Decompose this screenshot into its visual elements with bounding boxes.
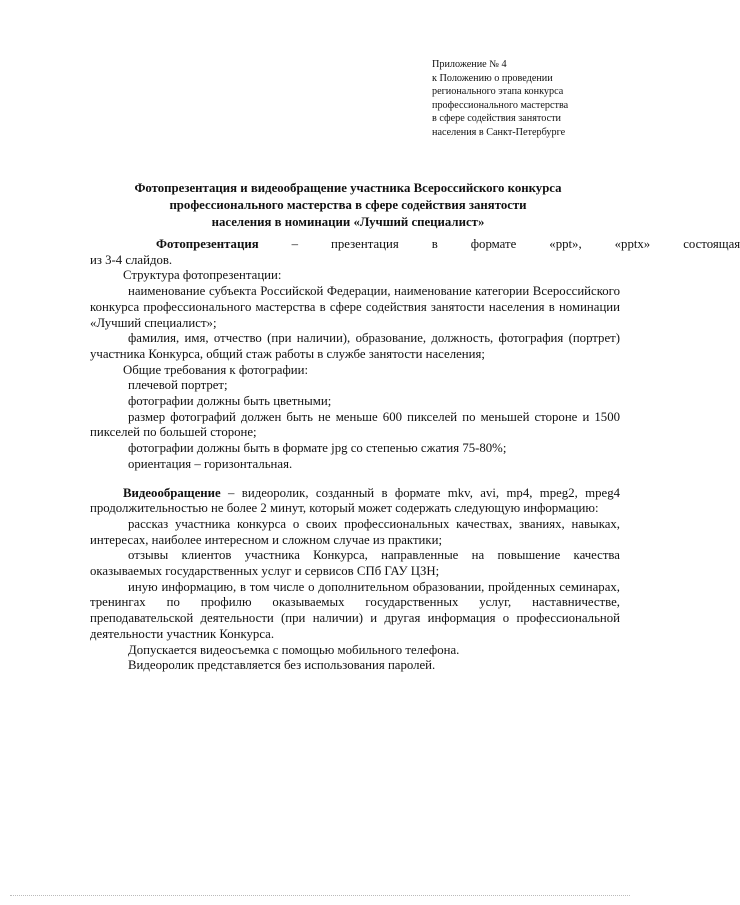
video-note: Допускается видеосъемка с помощью мобильного телефона. [128,642,460,657]
structure-item: наименование субъекта Российской Федерации, наименование категории Всероссийского конкурса профессионального мастерства в сфере содействия занятости населения в номинации «Лучший специалист»; [90,284,620,330]
appendix-note [432,58,627,140]
video-definition [90,486,620,517]
photo-definition-cont: из 3-4 слайдов. [90,252,173,267]
photo-def-word: «pptx» [614,237,651,251]
document-body [90,237,740,674]
title-line: населения в номинации «Лучший специалист» [211,214,485,229]
photo-definition-line [90,237,740,253]
requirement-item: фотографии должны быть цветными; [128,394,332,409]
photo-term: Фотопрезентация [156,237,259,251]
video-item: отзывы клиентов участника Конкурса, направленные на повышение качества оказываемых государственных услуг и сервисов СПб ГАУ ЦЗН; [90,548,620,579]
video-def: – видеоролик, созданный в формате mkv, avi, mp4, mpeg2, mpeg4 продолжительностью не более 2 минут, который может содержать следующую информацию: [90,485,620,516]
document-title [60,180,636,230]
requirement-item: плечевой портрет; [128,378,228,393]
title-line: Фотопрезентация и видеообращение участника Всероссийского конкурса [134,181,562,195]
video-item: рассказ участника конкурса о своих профессиональных качествах, званиях, навыках, интересах, наиболее интересном и сложном случае из практики; [90,516,620,547]
appendix-line: Приложение № 4 [432,59,507,70]
video-note: Видеоролик представляется без использования паролей. [128,658,436,673]
requirement-item: размер фотографий должен быть не меньше 600 пикселей по меньшей стороне и 1500 пикселей по большей стороне; [90,409,620,440]
photo-dash: – [291,237,299,251]
photo-def-word: «ppt», [549,237,582,251]
requirement-item: фотографии должны быть в формате jpg со степенью сжатия 75-80%; [128,441,507,456]
structure-heading: Структура фотопрезентации: [123,268,282,283]
video-term: Видеообращение [123,485,221,500]
photo-def-word: презентация [331,237,399,251]
appendix-line: населения в Санкт-Петербурге [432,126,566,138]
structure-item: фамилия, имя, отчество (при наличии), образование, должность, фотография (портрет) участника Конкурса, общий стаж работы в службе занятости населения; [90,331,620,361]
scan-bottom-edge [10,895,630,896]
video-item: иную информацию, в том числе о дополнительном образовании, пройденных семинарах, тренингах по профилю оказываемых государственных услуг, наставничестве, преподавательской деятельности (при наличии) и другая информация о профессиональной деятельности участник Конкурса. [90,579,620,641]
appendix-line: регионального этапа конкурса [432,86,564,98]
appendix-line: к Положению о проведении [432,72,553,84]
photo-def-word: формате [470,237,517,251]
photo-def-word: в [431,237,438,251]
section-gap [90,473,620,486]
requirements-heading: Общие требования к фотографии: [123,362,309,377]
requirement-item: ориентация – горизонтальная. [128,456,293,471]
title-line: профессионального мастерства в сфере содействия занятости [169,197,527,212]
appendix-line: профессионального мастерства [432,99,569,111]
photo-def-word: состоящая [683,237,740,251]
appendix-line: в сфере содействия занятости [432,113,562,125]
